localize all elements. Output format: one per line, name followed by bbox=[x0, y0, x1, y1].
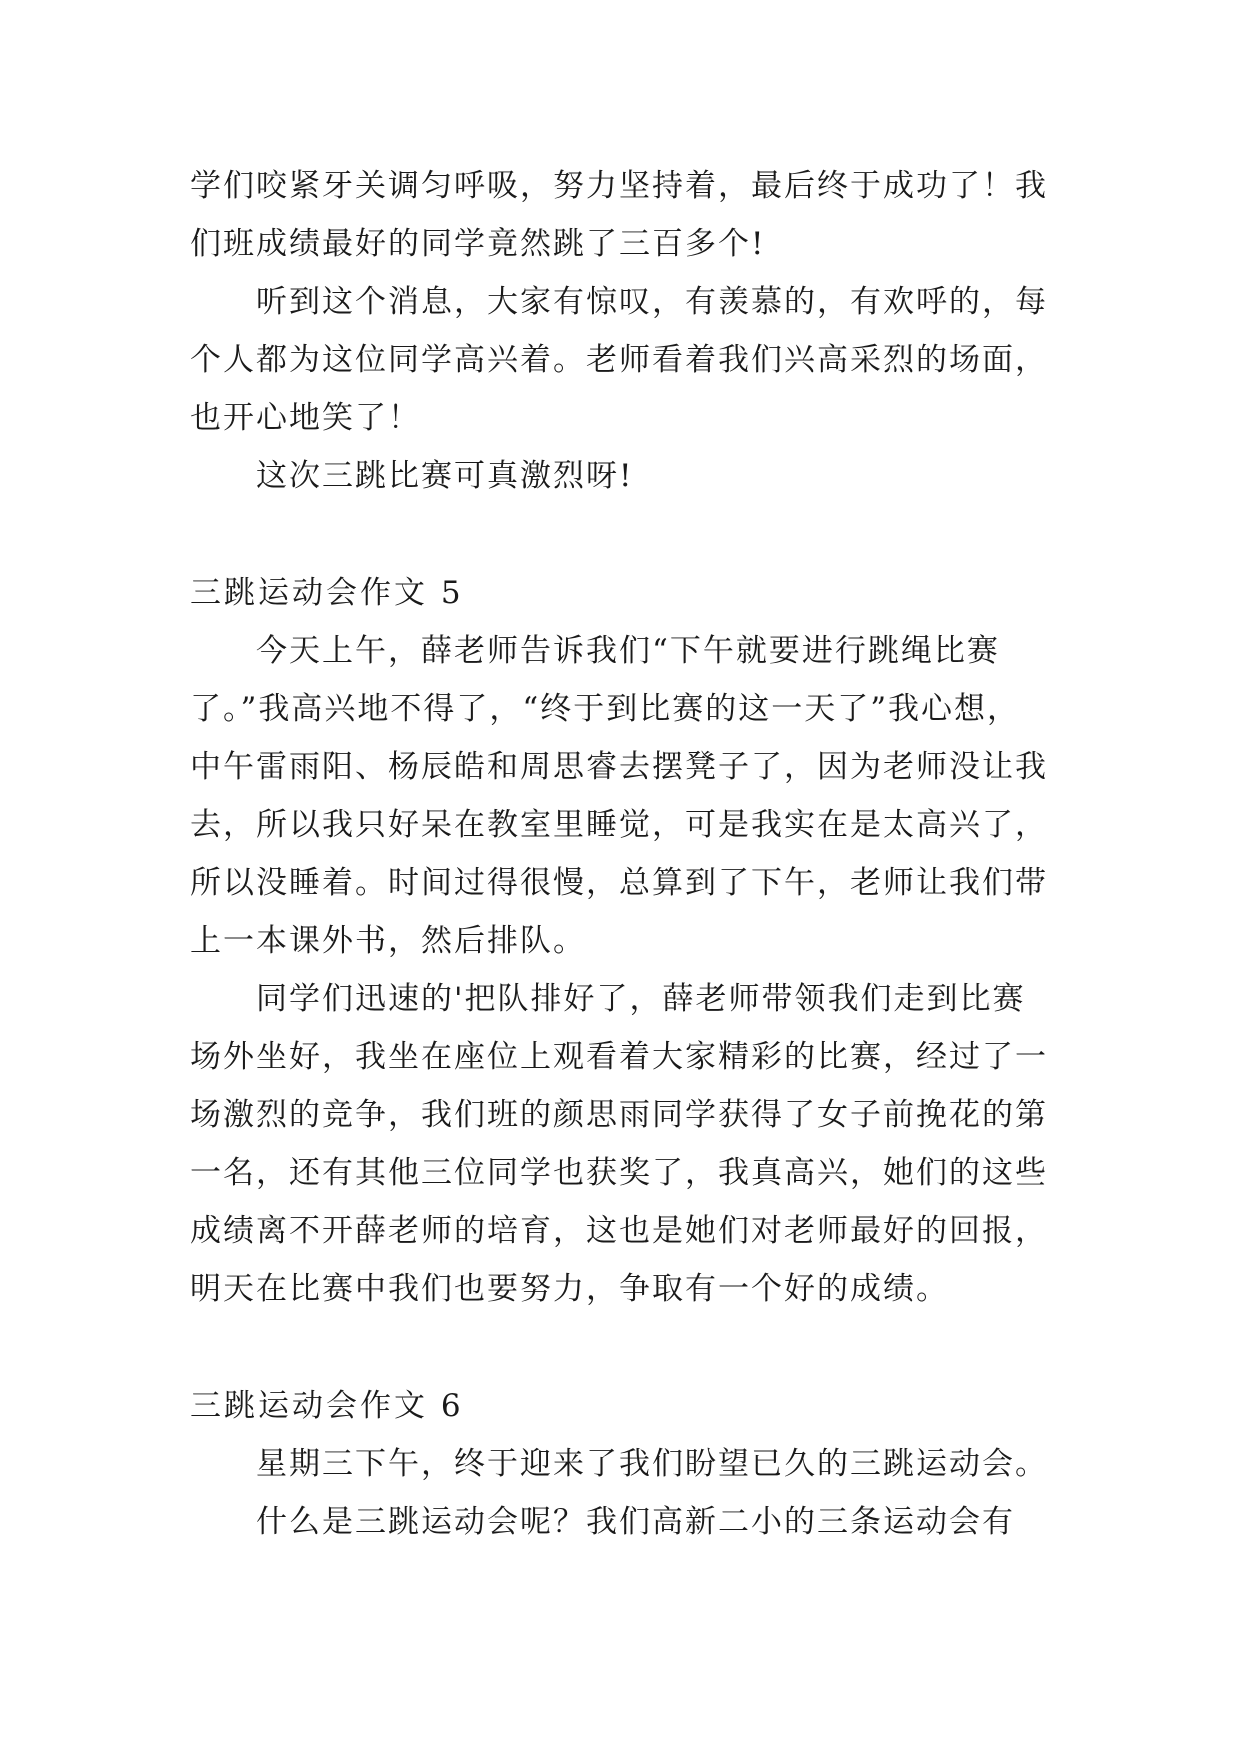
paragraph-line: 这次三跳比赛可真激烈呀! bbox=[256, 458, 634, 494]
paragraph-line: 星期三下午，终于迎来了我们盼望已久的三跳运动会。 bbox=[256, 1446, 1048, 1482]
paragraph-line: 今天上午，薛老师告诉我们“下午就要进行跳绳比赛 bbox=[256, 633, 1000, 669]
section-heading: 三跳运动会作文 6 bbox=[190, 1388, 464, 1424]
paragraph-line: 听到这个消息，大家有惊叹，有羡慕的，有欢呼的，每 bbox=[256, 284, 1048, 320]
paragraph-line: 学们咬紧牙关调匀呼吸，努力坚持着，最后终于成功了！我 bbox=[190, 168, 1048, 204]
section-heading: 三跳运动会作文 5 bbox=[190, 575, 464, 611]
paragraph-line: 去，所以我只好呆在教室里睡觉，可是我实在是太高兴了， bbox=[190, 807, 1048, 843]
paragraph-line: 成绩离不开薛老师的培育，这也是她们对老师最好的回报， bbox=[190, 1213, 1048, 1249]
paragraph-line: 什么是三跳运动会呢？我们高新二小的三条运动会有 bbox=[256, 1504, 1015, 1540]
paragraph-line: 个人都为这位同学高兴着。老师看着我们兴高采烈的场面， bbox=[190, 342, 1048, 378]
paragraph-line: 中午雷雨阳、杨辰皓和周思睿去摆凳子了，因为老师没让我 bbox=[190, 749, 1048, 785]
paragraph-line: 明天在比赛中我们也要努力，争取有一个好的成绩。 bbox=[190, 1271, 949, 1307]
paragraph-line: 了。”我高兴地不得了，“终于到比赛的这一天了”我心想， bbox=[190, 691, 1021, 727]
paragraph-line: 们班成绩最好的同学竟然跳了三百多个! bbox=[190, 226, 766, 262]
paragraph-line: 所以没睡着。时间过得很慢，总算到了下午，老师让我们带 bbox=[190, 865, 1048, 901]
paragraph-line: 也开心地笑了！ bbox=[190, 400, 421, 436]
paragraph-line: 上一本课外书，然后排队。 bbox=[190, 923, 586, 959]
paragraph-line: 场激烈的竞争，我们班的颜思雨同学获得了女子前挽花的第 bbox=[190, 1097, 1048, 1133]
paragraph-line: 一名，还有其他三位同学也获奖了，我真高兴，她们的这些 bbox=[190, 1155, 1048, 1191]
paragraph-line: 同学们迅速的'把队排好了，薛老师带领我们走到比赛 bbox=[256, 981, 1026, 1017]
paragraph-line: 场外坐好，我坐在座位上观看着大家精彩的比赛，经过了一 bbox=[190, 1039, 1048, 1075]
